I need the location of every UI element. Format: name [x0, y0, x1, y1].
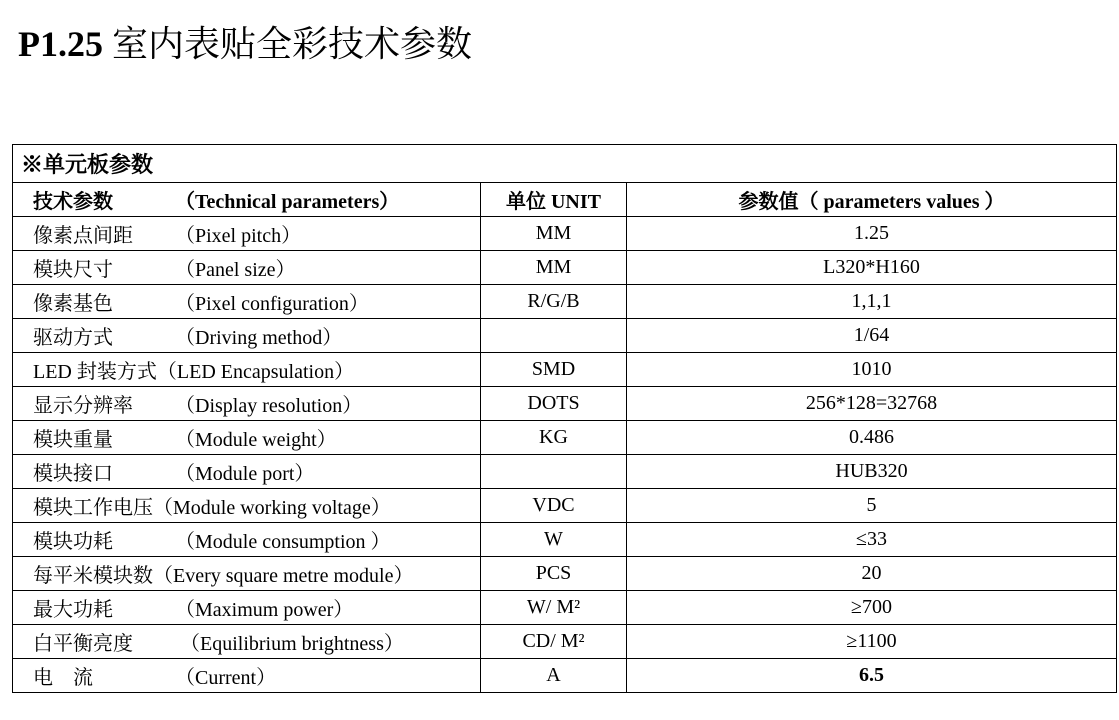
value-cell: ≥1100	[627, 625, 1117, 659]
unit-cell: DOTS	[481, 387, 627, 421]
value-cell: 1010	[627, 353, 1117, 387]
table-row	[13, 285, 1117, 319]
section-row	[13, 145, 1117, 183]
unit-cell: PCS	[481, 557, 627, 591]
param-en: （Pixel pitch）	[175, 225, 302, 247]
unit-cell: KG	[481, 421, 627, 455]
param-en: （Module consumption ）	[175, 531, 391, 553]
unit-cell: CD/ M²	[481, 625, 627, 659]
value-cell: 0.486	[627, 421, 1117, 455]
param-cn: 模块尺寸	[33, 259, 113, 281]
value-cell: 256*128=32768	[627, 387, 1117, 421]
param-cn: LED 封装方式	[33, 361, 157, 383]
value-cell: L320*H160	[627, 251, 1117, 285]
param-cell	[13, 455, 481, 489]
param-cn: 模块功耗	[33, 531, 113, 553]
unit-cell	[481, 319, 627, 353]
section-title: ※单元板参数	[13, 145, 1117, 183]
value-cell: 1,1,1	[627, 285, 1117, 319]
param-cn: 模块接口	[33, 463, 113, 485]
param-cn: 每平米模块数	[33, 565, 153, 587]
param-en: （Maximum power）	[175, 599, 354, 621]
table-row	[13, 489, 1117, 523]
table-row	[13, 523, 1117, 557]
param-en: （Panel size）	[175, 259, 296, 281]
param-en: （Display resolution）	[175, 395, 363, 417]
value-cell: 6.5	[627, 659, 1117, 693]
param-cell	[13, 591, 481, 625]
unit-cell: A	[481, 659, 627, 693]
unit-cell: W	[481, 523, 627, 557]
value-cell: 5	[627, 489, 1117, 523]
param-cn: 白平衡亮度	[33, 633, 133, 655]
param-en: （Module port）	[175, 463, 315, 485]
table-header-row	[13, 183, 1117, 217]
spec-table	[12, 144, 1117, 693]
param-en: （Current）	[175, 667, 277, 689]
header-unit: 单位 UNIT	[481, 183, 627, 217]
unit-cell: SMD	[481, 353, 627, 387]
param-cn: 模块工作电压	[33, 497, 153, 519]
unit-cell	[481, 455, 627, 489]
value-cell: ≥700	[627, 591, 1117, 625]
param-en: （Pixel configuration）	[175, 293, 369, 315]
table-row	[13, 455, 1117, 489]
table-row	[13, 625, 1117, 659]
param-cell	[13, 659, 481, 693]
unit-cell: R/G/B	[481, 285, 627, 319]
table-row	[13, 591, 1117, 625]
table-row	[13, 387, 1117, 421]
param-cell	[13, 625, 481, 659]
unit-cell: MM	[481, 217, 627, 251]
table-row	[13, 251, 1117, 285]
table-row	[13, 217, 1117, 251]
param-cell	[13, 387, 481, 421]
param-cn: 最大功耗	[33, 599, 113, 621]
header-value: 参数值（ parameters values ）	[627, 183, 1117, 217]
page-title	[18, 18, 472, 70]
page-title-text: 室内表贴全彩技术参数	[103, 24, 473, 64]
table-row	[13, 421, 1117, 455]
value-cell: HUB320	[627, 455, 1117, 489]
param-cn: 像素基色	[33, 293, 113, 315]
param-cell	[13, 353, 481, 387]
unit-cell: MM	[481, 251, 627, 285]
param-cn: 电 流	[33, 667, 93, 689]
header-param-en: （Technical parameters）	[175, 191, 400, 213]
param-cell	[13, 319, 481, 353]
param-cell	[13, 523, 481, 557]
param-cell	[13, 557, 481, 591]
param-en: （Every square metre module）	[153, 565, 414, 587]
param-en: （Module weight）	[175, 429, 337, 451]
table-row	[13, 353, 1117, 387]
value-cell: 1/64	[627, 319, 1117, 353]
param-cn: 驱动方式	[33, 327, 113, 349]
param-en: （Module working voltage）	[153, 497, 391, 519]
unit-cell: VDC	[481, 489, 627, 523]
param-cell	[13, 489, 481, 523]
header-param-cn: 技术参数	[33, 191, 113, 213]
table-row	[13, 659, 1117, 693]
param-cn: 像素点间距	[33, 225, 133, 247]
table-row	[13, 557, 1117, 591]
param-en: （Driving method）	[175, 327, 343, 349]
header-param-cell	[13, 183, 481, 217]
param-cn: 显示分辨率	[33, 395, 133, 417]
param-cell	[13, 421, 481, 455]
param-cell	[13, 251, 481, 285]
table-row	[13, 319, 1117, 353]
value-cell: 20	[627, 557, 1117, 591]
param-en: （LED Encapsulation）	[156, 361, 355, 383]
param-cell	[13, 217, 481, 251]
page-title-code: P1.25	[18, 24, 103, 64]
unit-cell: W/ M²	[481, 591, 627, 625]
value-cell: ≤33	[627, 523, 1117, 557]
param-cn: 模块重量	[33, 429, 113, 451]
param-en: （Equilibrium brightness）	[175, 633, 404, 655]
value-cell: 1.25	[627, 217, 1117, 251]
param-cell	[13, 285, 481, 319]
